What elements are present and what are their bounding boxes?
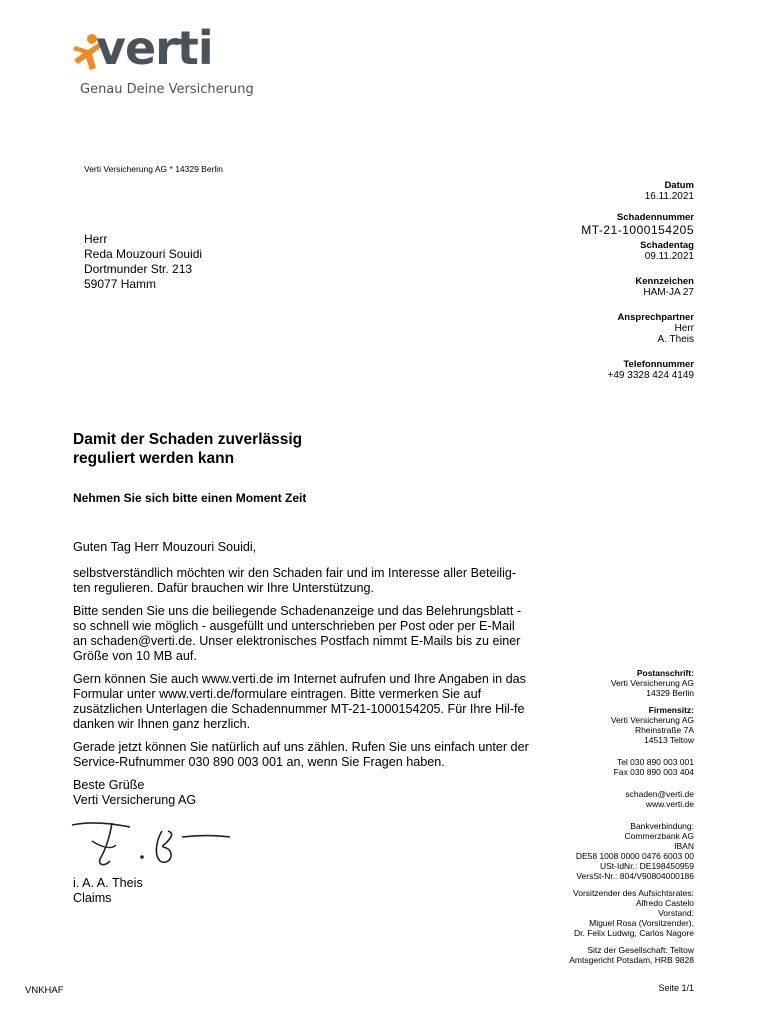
aufsicht-line-4: Miguel Rosa (Vorsitzender), [589, 918, 694, 928]
paragraph-2: Bitte senden Sie uns die beiliegende Schadenanzeige und das Belehrungsblatt - so schnell wie möglich - ausgefüllt und unterschrieben per Post oder per E-Mail an schaden@verti.de. Unser elektronisches Postfach nimmt E-Mails bis zu einer Größe von 10 MB auf. [73, 604, 522, 663]
recipient-address [84, 232, 202, 292]
postanschrift-line-2: 14329 Berlin [646, 688, 694, 698]
aufsicht-line-5: Dr. Felix Ludwig, Carlos Nagore [574, 928, 694, 938]
address-city: 59077 Hamm [84, 277, 157, 291]
aufsicht-line-1: Vorsitzender des Aufsichtsrates: [573, 888, 694, 898]
letter-meta [581, 180, 694, 391]
datum-value: 16.11.2021 [644, 191, 694, 202]
address-name: Reda Mouzouri Souidi [84, 247, 203, 261]
aufsicht-line-2: Alfredo Castelo [635, 898, 694, 908]
handwritten-signature [70, 815, 240, 875]
fax-number: Fax 030 890 003 404 [613, 767, 694, 777]
firmensitz-line-3: 14513 Teltow [644, 735, 694, 745]
paragraph-3: Gern können Sie auch www.verti.de im Internet aufrufen und Ihre Angaben in das Formular unter www.verti.de/formulare eintragen. Bitte vermerken Sie auf zusätzlichen Unterlagen die Schadennummer MT-21-1000154205. Für Ihre Hil-fe danken wir Ihnen ganz herzlich. [73, 672, 526, 731]
paragraph-1: selbstverständlich möchten wir den Schaden fair und im Interesse aller Beteilig-ten regulieren. Dafür brauchen wir Ihre Unterstützung. [73, 566, 517, 595]
address-salutation: Herr [84, 232, 108, 246]
postanschrift-line-1: Verti Versicherung AG [610, 678, 694, 688]
letter-body [73, 540, 531, 808]
document-code: VNKHAF [25, 985, 64, 996]
telefon-label: Telefonnummer [623, 359, 694, 370]
bank-label: Bankverbindung: [630, 821, 694, 831]
bank-line-1: Commerzbank AG [624, 831, 694, 841]
address-street: Dortmunder Str. 213 [84, 262, 193, 276]
sitz-line-2: Amtsgericht Potsdam, HRB 9828 [569, 955, 694, 965]
verti-logo [72, 21, 272, 100]
bank-line-2: IBAN [674, 841, 694, 851]
signature-block [73, 876, 143, 906]
logo-wordmark: verti [96, 21, 213, 75]
firmensitz-line-1: Verti Versicherung AG [610, 715, 694, 725]
schadennummer-value: MT-21-1000154205 [581, 223, 694, 237]
phone-number: Tel 030 890 003 001 [616, 757, 694, 767]
headline-line-1: Damit der Schaden zuverlässig [73, 431, 303, 448]
kennzeichen-value: HAM-JA 27 [643, 287, 694, 298]
schadennummer-label: Schadennummer [616, 212, 694, 223]
page-number: Seite 1/1 [658, 983, 694, 993]
logo-tagline: Genau Deine Versicherung [80, 82, 254, 97]
bank-line-4: USt-IdNr.: DE198450959 [599, 861, 694, 871]
letter-headline [73, 430, 373, 468]
closing-line-1: Beste Grüße [73, 778, 145, 792]
letter-subheading: Nehmen Sie sich bitte einen Moment Zeit [73, 491, 307, 505]
ansprechpartner-line-2: A. Theis [657, 334, 694, 345]
ansprechpartner-line-1: Herr [674, 323, 694, 334]
bank-line-3: DE58 1008 0000 0476 6003 00 [575, 851, 694, 861]
kennzeichen-label: Kennzeichen [635, 276, 694, 287]
ansprechpartner-label: Ansprechpartner [617, 312, 694, 323]
closing-line-2: Verti Versicherung AG [73, 793, 197, 807]
schadentag-label: Schadentag [640, 240, 694, 251]
aufsicht-line-3: Vorstand: [658, 908, 694, 918]
company-info-column [569, 668, 694, 972]
signature-name: i. A. A. Theis [73, 876, 143, 890]
paragraph-4: Gerade jetzt können Sie natürlich auf uns zählen. Rufen Sie uns einfach unter der Service-Rufnummer 030 890 003 001 an, wenn Sie Fragen haben. [73, 740, 529, 769]
website: www.verti.de [645, 799, 694, 809]
signature-department: Claims [73, 891, 112, 905]
email-address: schaden@verti.de [625, 789, 694, 799]
firmensitz-label: Firmensitz: [648, 705, 694, 715]
firmensitz-line-2: Rheinstraße 7A [634, 725, 694, 735]
datum-label: Datum [664, 180, 694, 191]
bank-line-5: VersSt-Nr.: 804/V90804000186 [576, 871, 694, 881]
schadentag-value: 09.11.2021 [644, 251, 694, 262]
sender-line: Verti Versicherung AG * 14329 Berlin [84, 164, 223, 174]
headline-line-2: reguliert werden kann [73, 450, 235, 467]
greeting: Guten Tag Herr Mouzouri Souidi, [73, 540, 257, 554]
sitz-line-1: Sitz der Gesellschaft: Teltow [587, 945, 694, 955]
telefon-value: +49 3328 424 4149 [607, 370, 694, 381]
postanschrift-label: Postanschrift: [636, 668, 694, 678]
